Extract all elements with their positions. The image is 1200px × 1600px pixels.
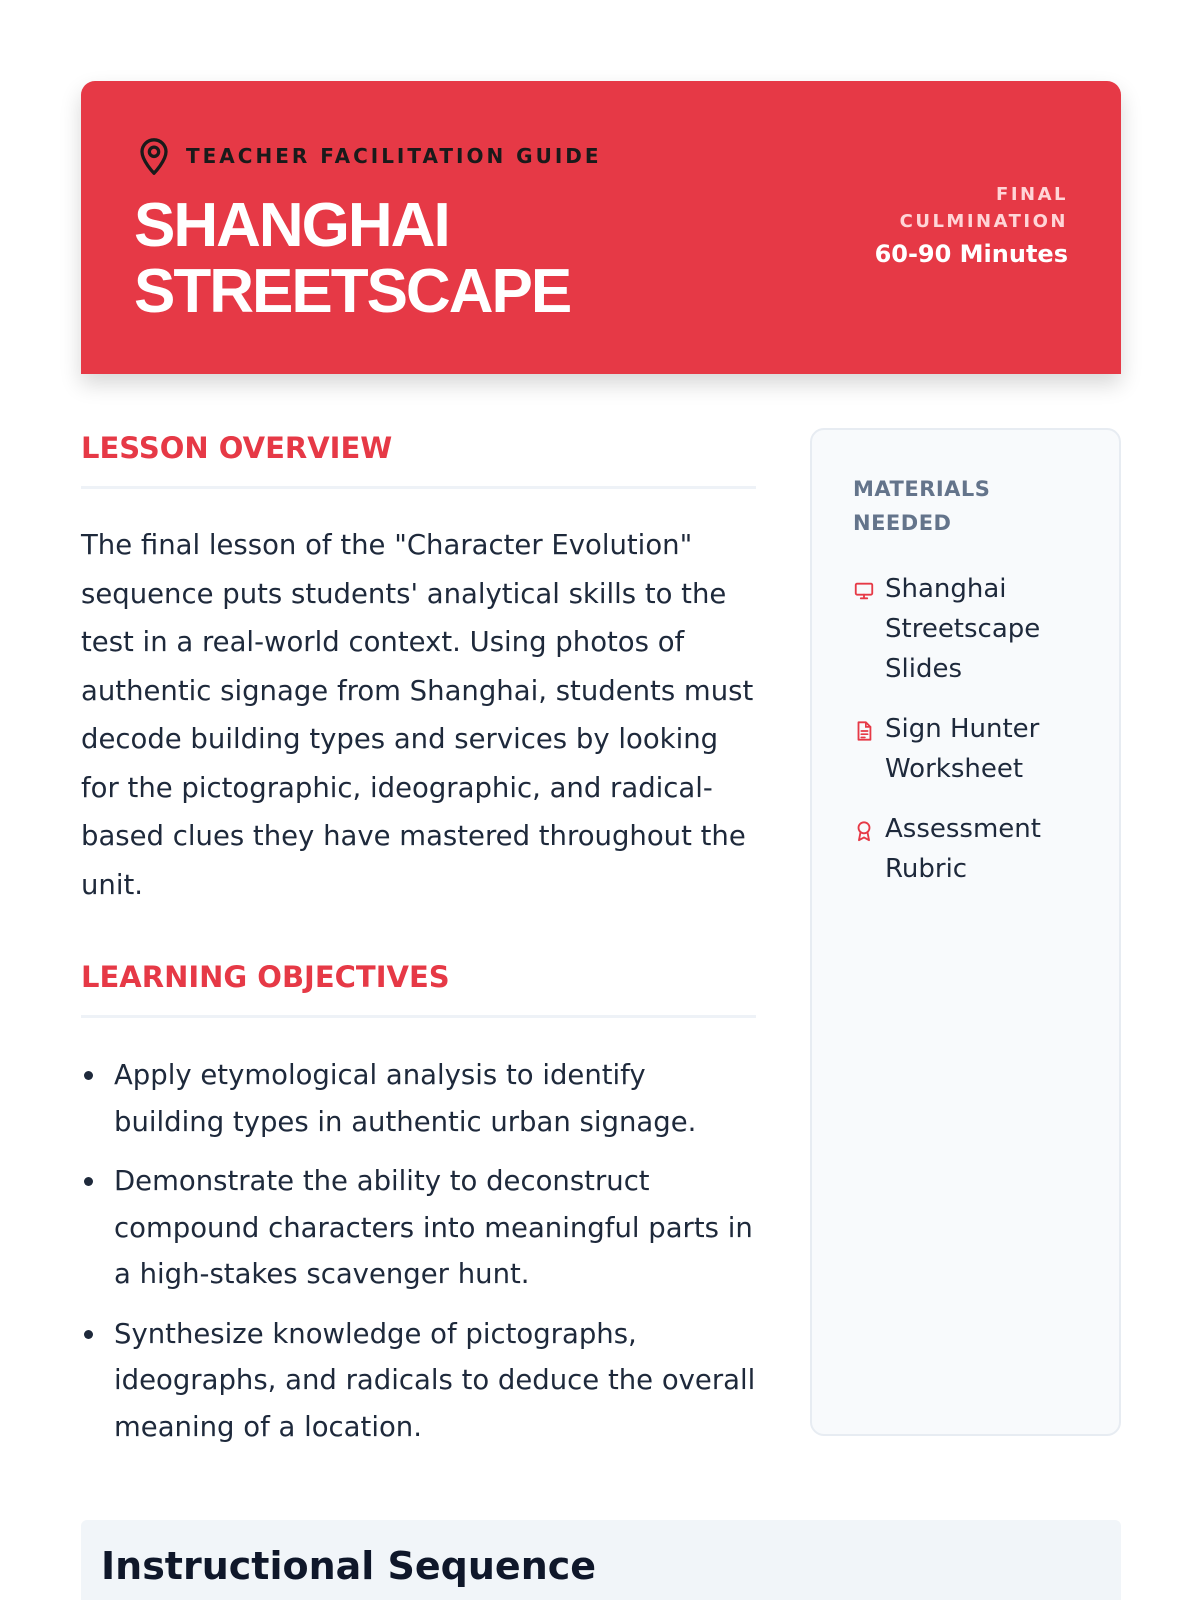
- material-item-worksheet: [853, 709, 1089, 789]
- objectives-heading: LEARNING OBJECTIVES: [81, 957, 756, 1018]
- lesson-duration: 60-90 Minutes: [874, 240, 1068, 268]
- award-icon: [853, 820, 875, 842]
- instructional-sequence-section: [81, 1520, 1121, 1600]
- main-content: [81, 428, 756, 1463]
- presentation-icon: [853, 580, 875, 602]
- materials-heading: MATERIALS NEEDED: [853, 477, 991, 535]
- map-pin-icon: [136, 136, 172, 176]
- guide-type-label: TEACHER FACILITATION GUIDE: [186, 144, 602, 168]
- overview-text: The final lesson of the "Character Evolution" sequence puts students' analytical skills to the test in a real-world context. Using photos of authentic signage from Shanghai, students must decode building types and services by looking for the pictographic, ideographic, and radical-based clues they have mastered throughout the unit.: [81, 529, 754, 901]
- material-label: Sign Hunter Worksheet: [885, 714, 1040, 784]
- objectives-list: [81, 1052, 756, 1450]
- document-icon: [853, 720, 875, 742]
- material-label: Assessment Rubric: [885, 814, 1041, 884]
- sequence-heading: Instructional Sequence: [101, 1544, 597, 1588]
- materials-sidebar: [810, 428, 1121, 1436]
- header-banner: [81, 81, 1121, 374]
- objectives-section: [81, 957, 756, 1450]
- material-label: Shanghai Streetscape Slides: [885, 574, 1041, 684]
- guide-kicker: [136, 136, 602, 176]
- objective-item: Demonstrate the ability to deconstruct compound characters into meaningful parts in a high-stakes scavenger hunt.: [81, 1158, 756, 1298]
- materials-list: [853, 569, 1089, 889]
- page-title: SHANGHAI STREETSCAPE: [134, 191, 571, 326]
- lesson-meta: [868, 181, 1068, 270]
- objective-item: Synthesize knowledge of pictographs, ideographs, and radicals to deduce the overall meaning of a location.: [81, 1311, 756, 1451]
- objective-item: Apply etymological analysis to identify building types in authentic urban signage.: [81, 1052, 756, 1145]
- material-item-slides: [853, 569, 1089, 689]
- material-item-rubric: [853, 809, 1089, 889]
- overview-section: [81, 428, 756, 909]
- lesson-phase-label: FINAL CULMINATION: [899, 184, 1068, 232]
- overview-heading: LESSON OVERVIEW: [81, 428, 756, 489]
